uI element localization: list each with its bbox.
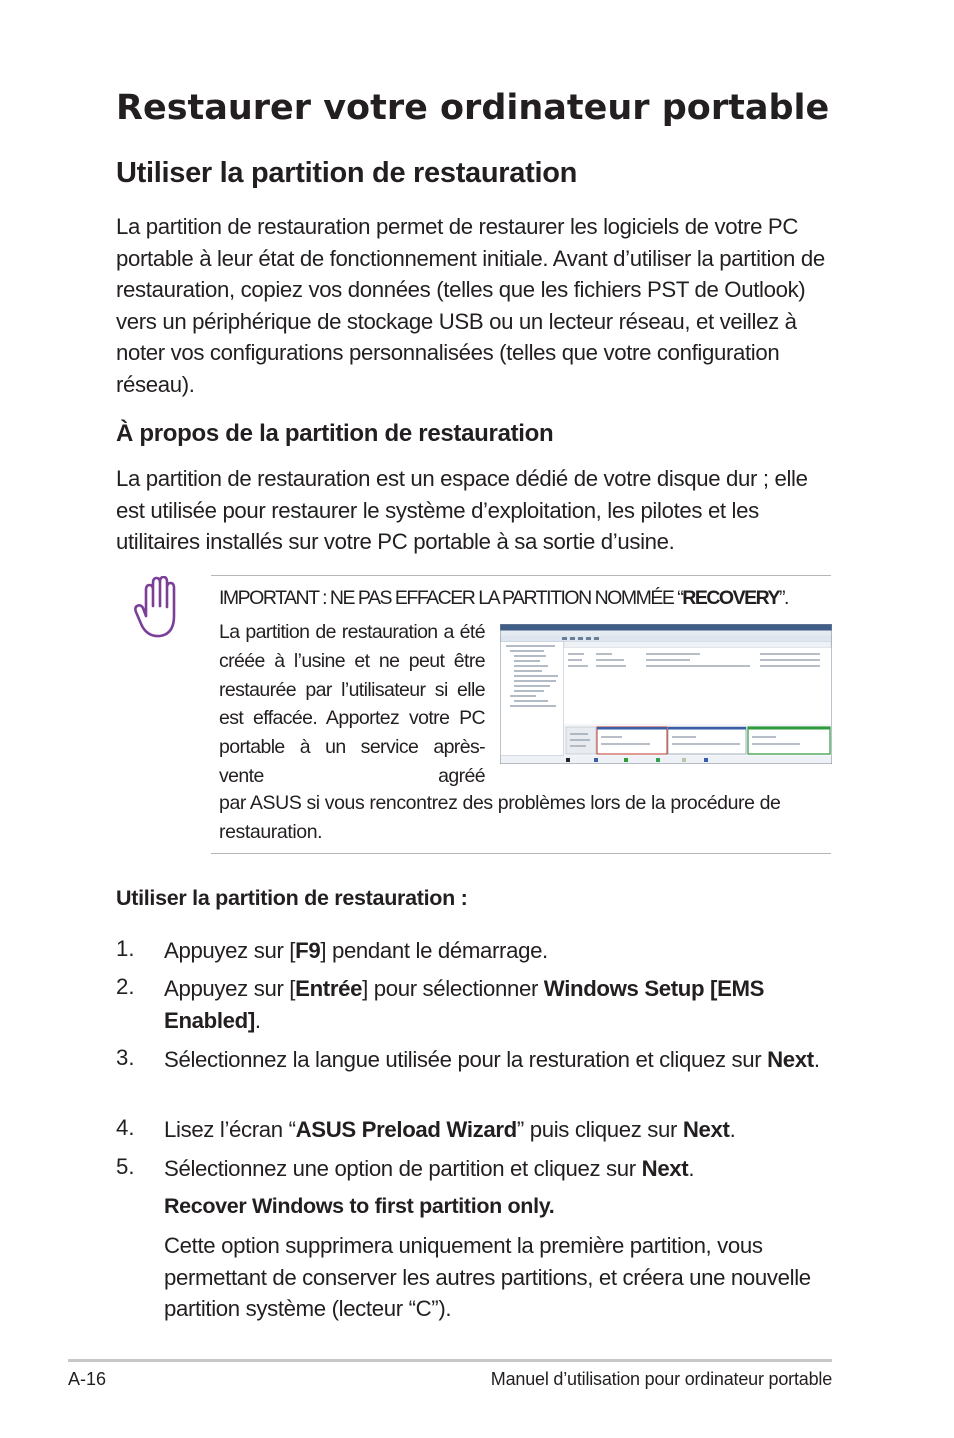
page-number: A-16 (68, 1369, 107, 1389)
hand-stop-icon (134, 576, 182, 642)
note-body-wide: par ASUS si vous rencontrez des problèmes lors de la procédure de restauration. (219, 792, 781, 843)
option-title: Recover Windows to first partition only. (164, 1194, 555, 1218)
step-2: Appuyez sur [Entrée] pour sélectionner Windows Setup [EMS Enabled]. (164, 976, 765, 1033)
step-number: 3. (116, 1045, 135, 1070)
footer-rule (68, 1359, 832, 1362)
note-bottom-rule (211, 853, 831, 854)
step-4: Lisez l’écran “ASUS Preload Wizard” puis cliquez sur Next. (164, 1117, 736, 1142)
note-body-narrow: La partition de restauration a été créée à l’usine et ne peut être restaurée par l’utilisateur si elle est effacée. Apportez votre PC portable à un service après-vente agréé (219, 621, 485, 787)
option-text: Cette option supprimera uniquement la première partition, vous permettant de conserver les autres partitions, et créera une nouvelle partition système (lecteur “C”). (164, 1233, 811, 1321)
step-1: Appuyez sur [F9] pendant le démarrage. (164, 938, 548, 963)
about-paragraph: La partition de restauration est un espace dédié de votre disque dur ; elle est utilisée pour restaurer le système d’exploitation, les pilotes et les utilitaires installés sur votre PC portable à sa sortie d’usine. (116, 466, 808, 554)
manual-title: Manuel d’utilisation pour ordinateur portable (490, 1369, 832, 1389)
step-number: 1. (116, 936, 135, 961)
note-top-rule (211, 575, 831, 576)
page-title: Restaurer votre ordinateur portable (116, 88, 830, 128)
step-number: 2. (116, 974, 135, 999)
steps-title: Utiliser la partition de restauration : (116, 886, 468, 910)
section-title: Utiliser la partition de restauration (116, 157, 578, 189)
step-number: 5. (116, 1154, 135, 1179)
step-number: 4. (116, 1115, 135, 1140)
about-title: À propos de la partition de restauration (116, 420, 554, 447)
intro-paragraph: La partition de restauration permet de restaurer les logiciels de votre PC portable à leur état de fonctionnement initiale. Avant d’utiliser la partition de restauration, copiez vos données (telles que les fichiers PST de Outlook) vers un périphérique de stockage USB ou un lecteur réseau, et veillez à noter vos configurations personnalisées (telles que votre configuration réseau). (116, 214, 825, 397)
step-3: Sélectionnez la langue utilisée pour la resturation et cliquez sur Next. (164, 1047, 820, 1072)
step-5: Sélectionnez une option de partition et cliquez sur Next. (164, 1156, 695, 1181)
note-heading: IMPORTANT : NE PAS EFFACER LA PARTITION NOMMÉE “RECOVERY”. (219, 587, 788, 609)
disk-management-screenshot (500, 624, 832, 764)
